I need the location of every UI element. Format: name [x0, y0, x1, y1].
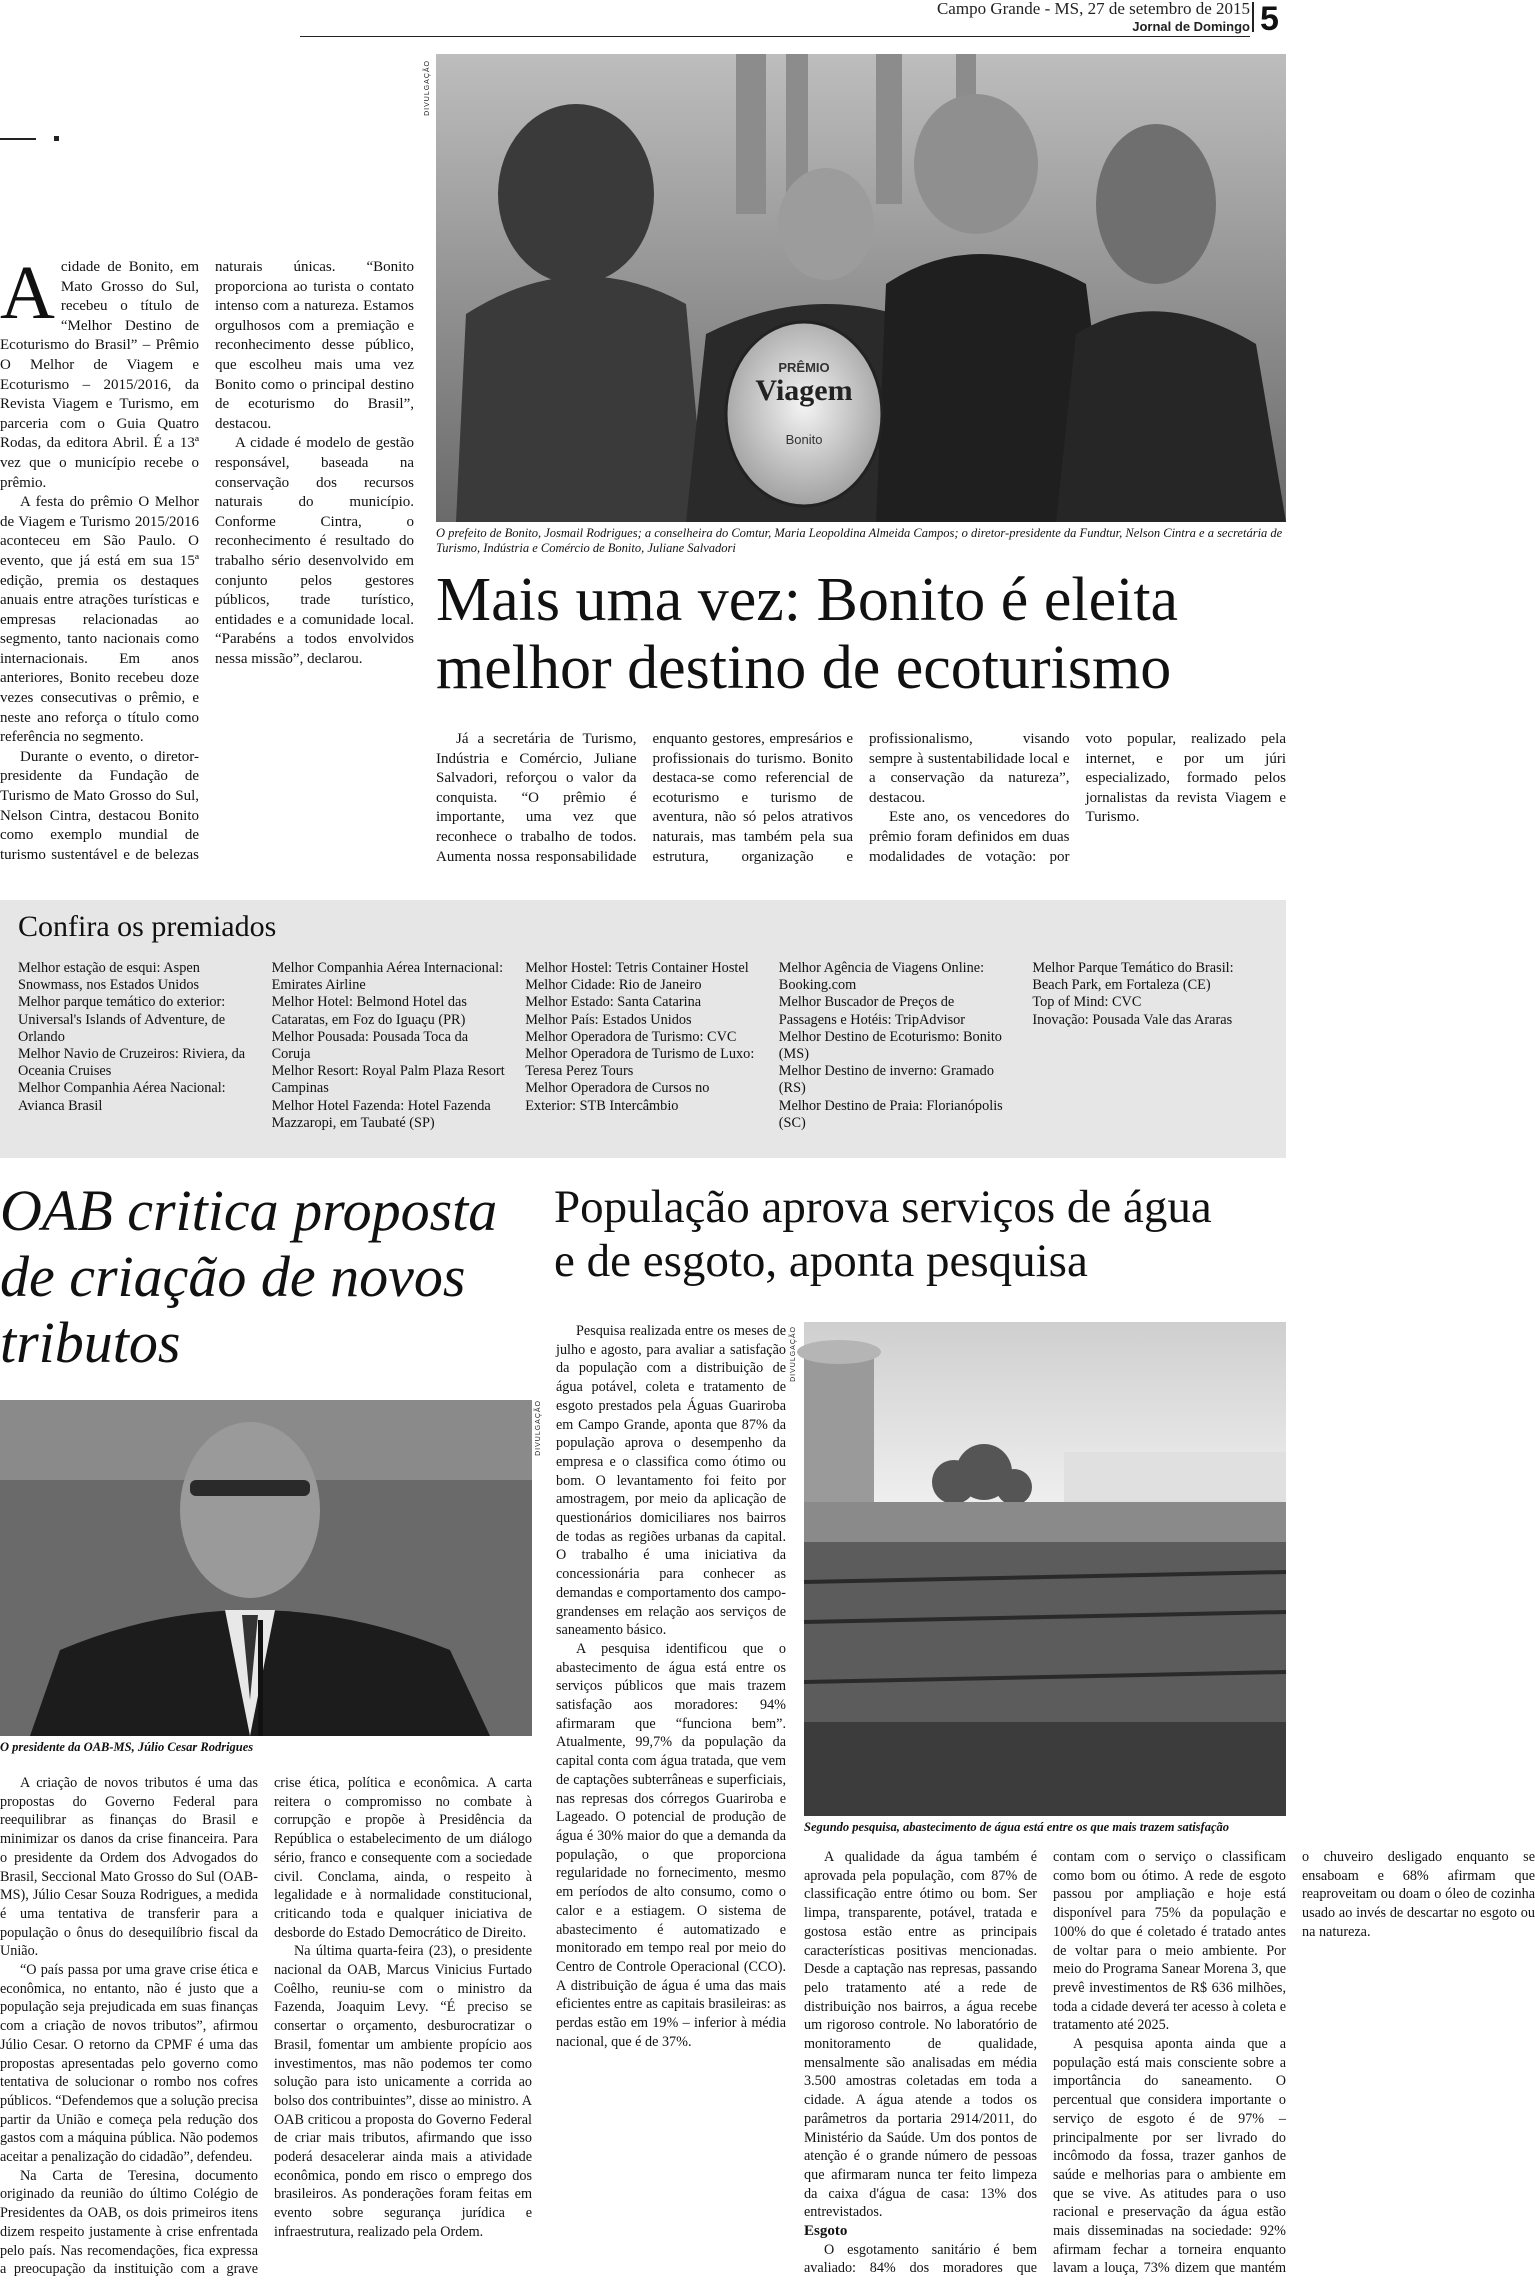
- award-winners-title: Confira os premiados: [18, 910, 277, 943]
- bonito-paragraph-6: Este ano, os vencedores do prêmio foram definidos em duas modalidades de votação: por voto popular, realizado pela internet, e por um júri especializado, formado pelos jornalistas da revista Viagem e Turismo.: [869, 731, 1286, 865]
- agua-headline-line1: População aprova serviços de água: [554, 1181, 1212, 1233]
- bonito-article-body: [0, 251, 414, 880]
- award-winner-item: Melhor Operadora de Cursos no Exterior: STB Intercâmbio: [525, 1080, 710, 1114]
- award-winner-item: Melhor Navio de Cruzeiros: Riviera, da Oceania Cruises: [18, 1046, 246, 1080]
- award-winner-item: Melhor parque temático do exterior: Universal's Islands of Adventure, de Orlando: [18, 994, 226, 1045]
- bonito-paragraph-3: Durante o evento, o diretor-presidente da Fundação de Turismo de Mato Grosso do Sul, Nelson Cintra, destacou Bonito como exemplo mundial de turismo sustentável e de belezas naturais únicas. “Bonito proporciona ao turista o contato intenso com a natureza. Estamos orgulhosos com a premiação e reconhecimento desse público, que escolheu mais uma vez Bonito como o principal destino de ecoturismo do Brasil”, destacou.: [0, 259, 414, 863]
- award-photo-illustration: [436, 54, 1286, 522]
- dateline: Campo Grande - MS, 27 de setembro de 2015: [936, 0, 1250, 18]
- oab-paragraph-3: Na Carta de Teresina, documento originado da reunião do último Colégio de Presidentes da OAB, os dois primeiros itens dizem respeito justamente à crise enfrentada pelo país. Nas recomendações, fica expressa a preocupação da instituição com a grave crise ética, política e econômica. A carta reitera o compromisso no combate à corrupção e propõe à Presidência da República o estabelecimento de um diálogo sério, franco e consequente com a sociedade civil. Conclama, ainda, o respeito à legalidade e à normalidade constitucional, criticando toda e qualquer iniciativa de desborde do Estado Democrático de Direito.: [0, 1775, 532, 2278]
- award-winner-item: Melhor Destino de Praia: Florianópolis (SC): [778, 1097, 1003, 1131]
- agua-headline-line2: e de esgoto, aponta pesquisa: [554, 1235, 1088, 1287]
- oab-paragraph-2: “O país passa por uma grave crise ética e econômica, no entanto, não é justo que a população seja prejudicada em suas finanças com a criação de novos tributos”, afirmou Júlio Cesar. O retorno da CPMF é uma das propostas apresentadas pelo governo como tentativa de solucionar o rombo nos cofres públicos. “Defendemos que a solução precisa partir da União e começa pela redução dos gastos com a máquina pública. Não podemos aceitar a penalização do cidadão”, defendeu.: [0, 1962, 258, 2166]
- award-winner-item: Melhor Destino de Ecoturismo: Bonito (MS): [778, 1028, 1002, 1063]
- bonito-paragraph-1: cidade de Bonito, em Mato Grosso do Sul, recebeu o título de “Melhor Destino de Ecoturismo do Brasil” – Prêmio O Melhor de Viagem e Ecoturismo – 2015/2016, da Revista Viagem e Turismo, em parceria com o Guia Quatro Rodas, da editora Abril. É a 13ª vez que o município recebe o prêmio.: [0, 259, 199, 491]
- award-winner-item: Melhor Companhia Aérea Nacional: Avianca Brasil: [18, 1080, 226, 1114]
- award-winner-item: Melhor Hotel: Belmond Hotel das Cataratas, em Foz do Iguaçu (PR): [271, 994, 467, 1028]
- award-winner-item: Melhor Parque Temático do Brasil: Beach Park, em Fortaleza (CE): [1032, 960, 1234, 994]
- oab-photo-illustration: [0, 1400, 532, 1736]
- oab-photo-credit: DIVULGAÇÃO: [535, 1400, 542, 1456]
- award-winner-item: Melhor Agência de Viagens Online: Booking.com: [778, 960, 985, 994]
- reservoir-illustration: [804, 1322, 1286, 1816]
- newspaper-name: Jornal de Domingo: [1132, 19, 1250, 34]
- photo-credit: DIVULGAÇÃO: [424, 60, 431, 116]
- award-winners-panel: [0, 900, 1286, 1158]
- bonito-paragraph-4: A cidade é modelo de gestão responsável, baseada na conservação dos recursos naturais do município. Conforme Cintra, o reconhecimento é resultado do trabalho sério desenvolvido em conjunto pelos gestores públicos, trade turístico, entidades e a comunidade local. “Parabéns a todos envolvidos nessa missão”, declarou.: [215, 435, 414, 667]
- award-winner-item: Melhor Destino de inverno: Gramado (RS): [778, 1063, 994, 1097]
- award-winner-item: Melhor Hostel: Tetris Container Hostel: [525, 960, 749, 976]
- header-rule: [300, 36, 1250, 37]
- award-winner-item: Melhor Cidade: Rio de Janeiro: [525, 977, 702, 994]
- agua-photo-caption: Segundo pesquisa, abastecimento de água está entre os que mais trazem satisfação: [804, 1820, 1230, 1834]
- oab-article-body: [0, 1774, 532, 2290]
- oab-paragraph-4: Na última quarta-feira (23), o presidente nacional da OAB, Marcus Vinicius Furtado Coêlho, reuniu-se com o ministro da Fazenda, Joaquim Levy. “É preciso se consertar o orçamento, desburocratizar o Brasil, fomentar um ambiente propício aos investimentos, mas não podemos ter como solução para isto unicamente a corrida ao bolso dos contribuintes”, disse ao ministro. A OAB criticou a proposta do Governo Federal de criar mais tributos, afirmando que isso poderá desacelerar ainda mais a atividade econômica, pondo em risco o emprego dos brasileiros. As ponderações foram feitas em evento sobre segurança jurídica e infraestrutura, realizado pela Ordem.: [274, 1943, 532, 2240]
- agua-paragraph-1: Pesquisa realizada entre os meses de julho e agosto, para avaliar a satisfação da população com a distribuição de água potável, coleta e tratamento de esgoto prestados pela Águas Guariroba em Campo Grande, aponta que 87% da população aprova o desempenho da empresa e o classifica como ótimo ou bom. O levantamento foi feito por amostragem, por meio da aplicação de questionários domiciliares nos bairros de todas as regiões urbanas da capital. O trabalho é uma iniciativa da concessionária para conhecer as demandas e comportamento dos campo-grandenses em relação aos serviços de saneamento básico.: [556, 1323, 786, 1639]
- agua-photo-credit: DIVULGAÇÃO: [790, 1326, 797, 1382]
- award-winner-item: Top of Mind: CVC: [1032, 994, 1142, 1011]
- award-winner-item: Melhor Operadora de Turismo: CVC: [525, 1028, 737, 1045]
- award-winners-list: [18, 960, 1268, 1148]
- award-winner-item: Melhor estação de esqui: Aspen Snowmass, nos Estados Unidos: [18, 960, 200, 994]
- plaque-viagem-text: Viagem: [755, 374, 853, 407]
- agua-article-body-columns: [804, 1848, 1535, 2292]
- award-winner-item: Melhor Buscador de Preços de Passagens e Hotéis: TripAdvisor: [778, 994, 966, 1028]
- agua-paragraph-5: A pesquisa aponta ainda que a população está mais consciente sobre a importância do saneamento. O percentual que considera importante o serviço de esgoto é de 97% – principalmente por ser livrado do incômodo da fossa, trazer ganhos de saúde e melhorias para o ambiente em que se vive. As atitudes para o uso racional e preservação da água estão mais disseminadas na sociedade: 92% afirmam fechar a torneira enquanto lavam a louça, 73% dizem que mantém o chuveiro desligado enquanto se ensaboam e 68% afirmam que reaproveitam ou doam o óleo de cozinha usado ao invés de descartar no esgoto ou na natureza.: [1053, 1849, 1535, 2277]
- bonito-article-body-continued: [436, 730, 1286, 882]
- page-header: [820, 0, 1250, 35]
- plaque-bonito-text: Bonito: [785, 432, 823, 447]
- page-number: 5: [1260, 0, 1279, 38]
- award-winner-item: Melhor Hotel Fazenda: Hotel Fazenda Mazzaropi, em Taubaté (SP): [271, 1097, 491, 1131]
- bonito-dropcap: A: [0, 251, 55, 335]
- award-winner-item: Melhor Estado: Santa Catarina: [525, 994, 702, 1011]
- bonito-headline-line1: Mais uma vez: Bonito é eleita: [436, 566, 1179, 634]
- bonito-paragraph-2: A festa do prêmio O Melhor de Viagem e Turismo 2015/2016 aconteceu em São Paulo. O evento, que já está em sua 15ª edição, premia os destaques anuais entre atrações turísticas e empresas relacionadas ao segmento, tanto nacionais como internacionais. Em anos anteriores, Bonito recebeu doze vezes consecutivas o prêmio, e neste ano reforça o título como referência no segmento.: [0, 494, 199, 746]
- section-dash: [0, 136, 62, 140]
- oab-photo-caption: O presidente da OAB-MS, Júlio Cesar Rodrigues: [0, 1740, 254, 1754]
- water-reservoir-photo: [804, 1322, 1286, 1816]
- agua-paragraph-4: O esgotamento sanitário é bem avaliado: 84% dos moradores que contam com o serviço o classificam como bom ou ótimo. A rede de esgoto passou por ampliação e hoje está disponível para 75% da população e 100% do que é coletado é tratado antes de voltar para o meio ambiente. Por meio do Programa Sanear Morena 3, que prevê investimentos de R$ 636 milhões, toda a cidade deverá ter acesso à coleta e tratamento até 2025.: [804, 1849, 1286, 2277]
- award-winner-item: Melhor País: Estados Unidos: [525, 1011, 692, 1028]
- agua-article-body-column1: [556, 1322, 786, 2292]
- award-winner-item: Melhor Operadora de Turismo de Luxo: Teresa Perez Tours: [525, 1046, 755, 1080]
- agua-paragraph-3: A qualidade da água também é aprovada pela população, com 87% de classificação entre ótimo ou bom. Ser limpa, transparente, potável, tratada e gostosa estão entre as principais características positivas mencionadas. Desde a captação nas represas, passando pelo tratamento até a rede de distribuição nos bairros, a água recebe um rigoroso controle. No laboratório de monitoramento de qualidade, mensalmente são analisadas em média 3.500 amostras coletadas em toda a cidade. A água atende a todos os parâmetros da portaria 2914/2011, do Ministério da Saúde. Um dos pontos de atenção é o grande número de pessoas que afirmaram nunca ter feito limpeza da caixa d'água de casa: 13% dos entrevistados.: [804, 1849, 1037, 2221]
- oab-paragraph-1: A criação de novos tributos é uma das propostas do Governo Federal para reequilibrar as finanças do Brasil e minimizar os danos da crise financeira. Para o presidente da Ordem dos Advogados do Brasil, Seccional Mato Grosso do Sul (OAB-MS), Júlio Cesar Souza Rodrigues, a medida é uma tentativa de transferir para a população o ônus do desequilíbrio fiscal da União.: [0, 1775, 258, 1960]
- award-winner-item: Melhor Companhia Aérea Internacional: Emirates Airline: [271, 960, 504, 994]
- bonito-headline-line2: melhor destino de ecoturismo: [436, 634, 1172, 703]
- award-winner-item: Inovação: Pousada Vale das Araras: [1032, 1011, 1233, 1028]
- plaque-prize-text: PRÊMIO: [778, 360, 830, 375]
- bonito-photo-caption: O prefeito de Bonito, Josmail Rodrigues; a conselheira do Comtur, Maria Leopoldina Almeida Campos; o diretor-presidente da Fundtur, Nelson Cintra e a secretária de Turismo, Indústria e Comércio de Bonito, Juliane Salvadori: [436, 526, 1283, 555]
- agua-paragraph-2: A pesquisa identificou que o abastecimento de água está entre os serviços públicos que mais trazem satisfação aos moradores: 94% afirmaram que “funciona bem”. Atualmente, 99,7% da população da capital conta com água tratada, que vem de captações subterrâneas e superficiais, nas represas dos córregos Guariroba e Lageado. O potencial de produção de água é 30% maior do que a demanda da população, o que proporciona regularidade no fornecimento, mesmo em períodos de alto consumo, como o calor e a estiagem. O sistema de abastecimento é automatizado e monitorado em tempo real por meio do Centro de Controle Operacional (CCO). A distribuição de água é uma das mais eficientes entre as capitais brasileiras: as perdas estão em 19% – inferior à média nacional, que é de 37%.: [556, 1640, 786, 2050]
- bonito-award-photo: [436, 54, 1286, 522]
- bonito-headline: [436, 568, 1286, 701]
- award-plaque: [726, 322, 882, 506]
- agua-subhead-esgoto: Esgoto: [804, 2223, 848, 2240]
- header-divider: [1252, 2, 1254, 32]
- bonito-paragraph-5: Já a secretária de Turismo, Indústria e Comércio, Juliane Salvadori, reforçou o valor da conquista. “O prêmio é importante, uma vez que reconhece o trabalho de todos. Aumenta nossa responsabilidade enquanto gestores, empresários e profissionais do turismo. Bonito destaca-se como referencial de ecoturismo e turismo de aventura, não só pelos atrativos naturais, mas também pela sua estrutura, organização e profissionalismo, visando sempre à sustentabilidade local e a conservação da natureza”, destacou.: [436, 731, 1070, 865]
- oab-headline: OAB critica proposta de criação de novos tributos: [0, 1178, 498, 1375]
- oab-president-photo: [0, 1400, 532, 1736]
- agua-headline: [554, 1180, 1286, 1288]
- award-winner-item: Melhor Pousada: Pousada Toca da Coruja: [271, 1028, 469, 1063]
- award-winner-item: Melhor Resort: Royal Palm Plaza Resort Campinas: [271, 1063, 505, 1097]
